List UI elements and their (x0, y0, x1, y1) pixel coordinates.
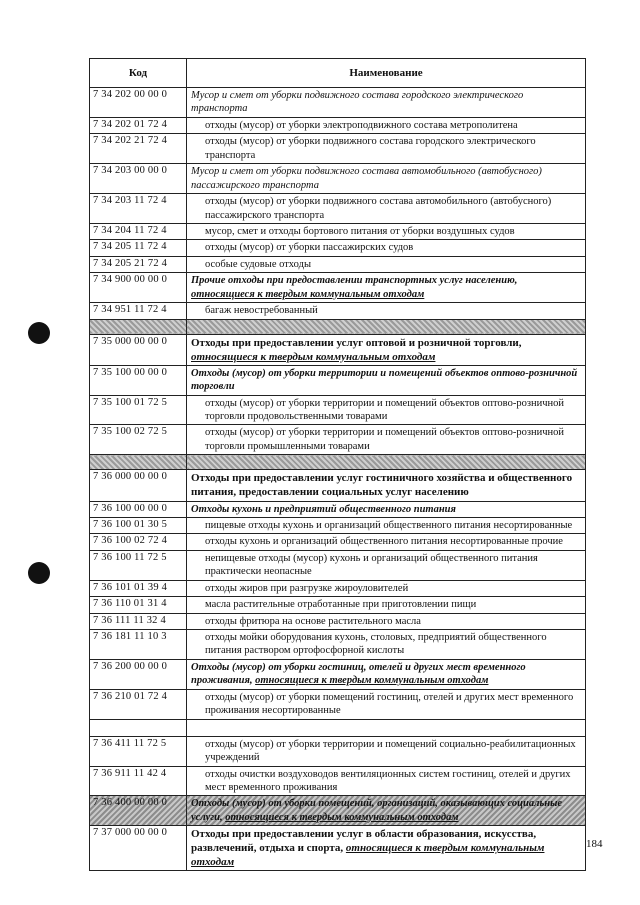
row-code: 7 36 181 11 10 3 (90, 630, 187, 660)
row-name-main: Отходы (мусор) от уборки гостиниц, отелей и других мест временного проживания, (191, 661, 526, 687)
table-row (90, 550, 586, 580)
row-code: 7 36 100 01 30 5 (90, 517, 187, 533)
row-name-tko: относящиеся к твердым коммунальным отходам (191, 288, 425, 300)
row-name: мусор, смет и отходы бортового питания от уборки воздушных судов (187, 223, 586, 239)
table-row (90, 736, 586, 766)
row-name: отходы (мусор) от уборки пассажирских судов (187, 240, 586, 256)
punch-hole-bottom (28, 562, 50, 584)
table-row (90, 134, 586, 164)
table-row (90, 334, 586, 365)
row-code: 7 36 101 01 39 4 (90, 580, 187, 596)
column-header-code: Код (90, 59, 187, 88)
row-name-main: Отходы (мусор) от уборки помещений, организаций, оказывающих социальные услуги, (191, 798, 563, 823)
row-code: 7 36 111 11 32 4 (90, 613, 187, 629)
row-code: 7 36 100 02 72 4 (90, 534, 187, 550)
blank-row (90, 719, 586, 736)
table-row (90, 689, 586, 719)
section-separator (90, 455, 586, 470)
row-code: 7 34 205 21 72 4 (90, 256, 187, 272)
row-name: отходы (мусор) от уборки территории и помещений социально-реабилитационных учреждений (187, 736, 586, 766)
table-row (90, 470, 586, 501)
row-name: отходы (мусор) от уборки электроподвижного состава метрополитена (187, 117, 586, 133)
row-code: 7 36 210 01 72 4 (90, 689, 187, 719)
table-row (90, 223, 586, 239)
row-name-tko: относящиеся к твердым коммунальным отходам (255, 675, 489, 687)
table-row (90, 534, 586, 550)
row-name-main: Отходы при предоставлении услуг оптовой и розничной торговли, (191, 336, 522, 349)
row-name: багаж невостребованный (187, 303, 586, 319)
table-row (90, 659, 586, 689)
row-name (187, 796, 586, 826)
row-name-main: Отходы при предоставлении услуг в области образования, искусства, развлечений, отдыха и спорта, (191, 828, 537, 855)
row-name-tko: относящиеся к твердым коммунальным отходам (191, 842, 545, 869)
table-row (90, 826, 586, 871)
row-name: непищевые отходы (мусор) кухонь и организаций общественного питания практически неопасные (187, 550, 586, 580)
row-name: отходы жиров при разгрузке жироуловителей (187, 580, 586, 596)
row-code: 7 35 000 00 00 0 (90, 334, 187, 365)
row-name: Отходы при предоставлении услуг гостиничного хозяйства и общественного питания, предоставлении социальных услуг населению (187, 470, 586, 501)
table-row (90, 117, 586, 133)
row-code: 7 34 203 00 00 0 (90, 164, 187, 194)
row-code: 7 34 900 00 00 0 (90, 273, 187, 303)
row-name: пищевые отходы кухонь и организаций общественного питания несортированные (187, 517, 586, 533)
table-row (90, 630, 586, 660)
row-name: отходы кухонь и организаций общественного питания несортированные прочие (187, 534, 586, 550)
row-code: 7 34 204 11 72 4 (90, 223, 187, 239)
row-code: 7 34 951 11 72 4 (90, 303, 187, 319)
row-code: 7 36 411 11 72 5 (90, 736, 187, 766)
row-name: особые судовые отходы (187, 256, 586, 272)
row-name (187, 334, 586, 365)
row-name: отходы (мусор) от уборки территории и помещений объектов оптово-розничной торговли продовольственными товарами (187, 395, 586, 425)
table-row (90, 501, 586, 517)
table-row (90, 240, 586, 256)
punch-hole-top (28, 322, 50, 344)
table-row (90, 597, 586, 613)
table-row (90, 164, 586, 194)
row-name-main: Прочие отходы при предоставлении транспортных услуг населению, (191, 275, 518, 287)
section-separator (90, 319, 586, 334)
table-row (90, 194, 586, 224)
table-row (90, 580, 586, 596)
row-code: 7 35 100 01 72 5 (90, 395, 187, 425)
row-name: отходы мойки оборудования кухонь, столовых, предприятий общественного питания раствором ортофосфорной кислоты (187, 630, 586, 660)
table-row (90, 395, 586, 425)
waste-classification-table (89, 58, 586, 871)
table-row (90, 88, 586, 118)
row-name: отходы (мусор) от уборки подвижного состава автомобильного (автобусного) пассажирского транспорта (187, 194, 586, 224)
row-code: 7 36 400 00 00 0 (90, 796, 187, 826)
row-name: отходы фритюра на основе растительного масла (187, 613, 586, 629)
table-row (90, 303, 586, 319)
row-name: отходы очистки воздуховодов вентиляционных систем гостиниц, отелей и других мест временного проживания (187, 766, 586, 796)
row-name: отходы (мусор) от уборки территории и помещений объектов оптово-розничной торговли промышленными товарами (187, 425, 586, 455)
row-name: Отходы (мусор) от уборки территории и помещений объектов оптово-розничной торговли (187, 365, 586, 395)
row-name-tko: относящиеся к твердым коммунальным отходам (225, 811, 459, 823)
row-code: 7 36 100 00 00 0 (90, 501, 187, 517)
row-name: отходы (мусор) от уборки подвижного состава городского электрического транспорта (187, 134, 586, 164)
row-code: 7 34 202 00 00 0 (90, 88, 187, 118)
table-row (90, 256, 586, 272)
table-row (90, 517, 586, 533)
table-row (90, 613, 586, 629)
table-header-row (90, 59, 586, 88)
row-name (187, 273, 586, 303)
row-code: 7 36 110 01 31 4 (90, 597, 187, 613)
row-name: Мусор и смет от уборки подвижного состава автомобильного (автобусного) пассажирского транспорта (187, 164, 586, 194)
row-name (187, 659, 586, 689)
row-name: отходы (мусор) от уборки помещений гостиниц, отелей и других мест временного проживания несортированные (187, 689, 586, 719)
row-code: 7 35 100 02 72 5 (90, 425, 187, 455)
row-code: 7 36 000 00 00 0 (90, 470, 187, 501)
row-name: Отходы кухонь и предприятий общественного питания (187, 501, 586, 517)
column-header-name: Наименование (187, 59, 586, 88)
row-code: 7 36 911 11 42 4 (90, 766, 187, 796)
row-code: 7 34 203 11 72 4 (90, 194, 187, 224)
row-name (187, 826, 586, 871)
table-row (90, 425, 586, 455)
row-code: 7 35 100 00 00 0 (90, 365, 187, 395)
row-code: 7 37 000 00 00 0 (90, 826, 187, 871)
row-code: 7 34 205 11 72 4 (90, 240, 187, 256)
row-code: 7 34 202 21 72 4 (90, 134, 187, 164)
page-number: 184 (586, 838, 603, 850)
row-name: масла растительные отработанные при приготовлении пищи (187, 597, 586, 613)
table-row (90, 365, 586, 395)
row-name-tko: относящиеся к твердым коммунальным отходам (191, 350, 436, 363)
table-row (90, 796, 586, 826)
table-row (90, 766, 586, 796)
row-code: 7 34 202 01 72 4 (90, 117, 187, 133)
row-code: 7 36 200 00 00 0 (90, 659, 187, 689)
row-name: Мусор и смет от уборки подвижного состава городского электрического транспорта (187, 88, 586, 118)
row-code: 7 36 100 11 72 5 (90, 550, 187, 580)
table-row (90, 273, 586, 303)
